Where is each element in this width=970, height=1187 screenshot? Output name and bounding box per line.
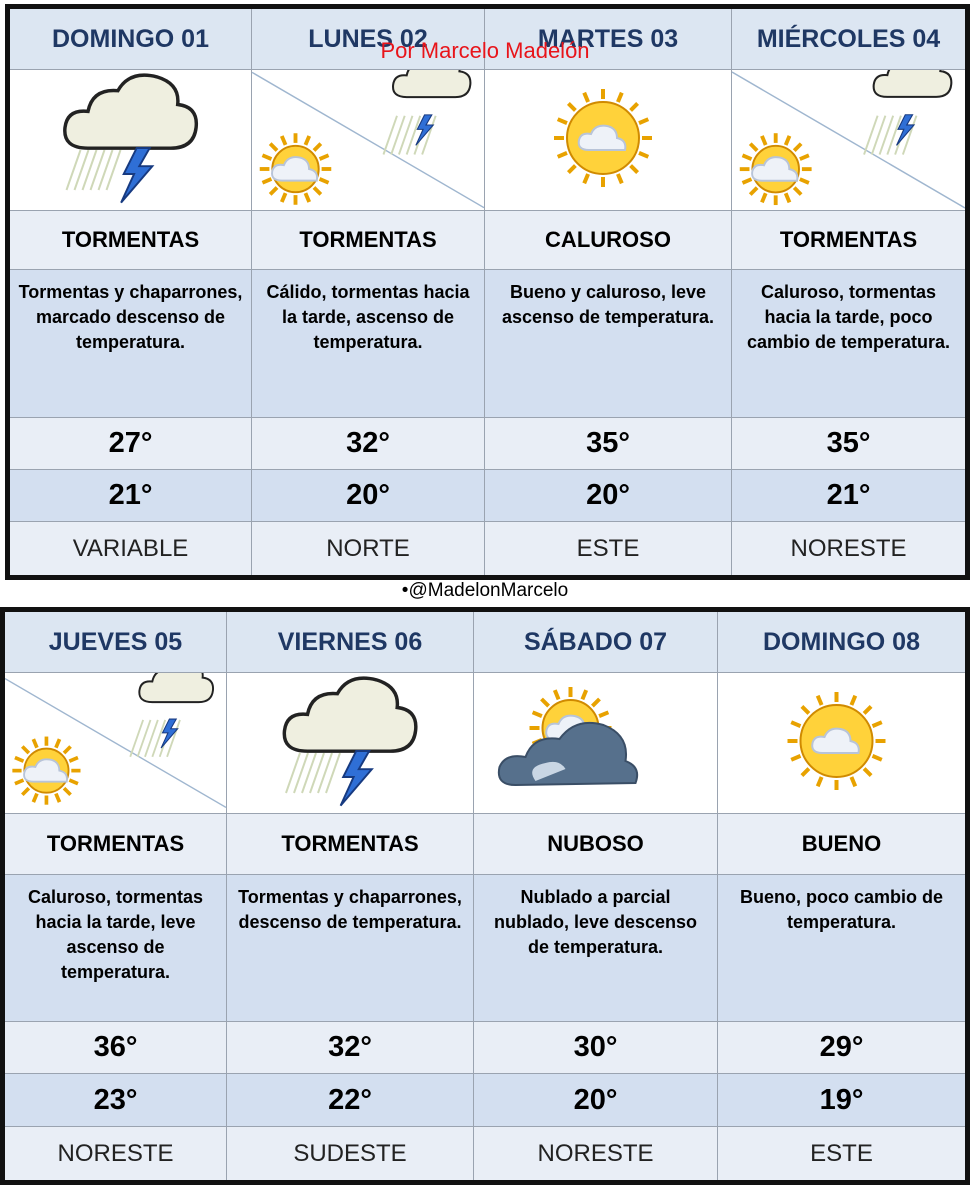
max-temperature: 29° [718, 1022, 965, 1074]
sun-cloud-icon [718, 673, 965, 813]
weather-icon-cell [227, 673, 474, 814]
max-temperature: 30° [474, 1022, 718, 1074]
weather-icon-cell [10, 70, 252, 211]
sun-then-storm-icon [5, 673, 226, 813]
min-temperature: 20° [252, 470, 485, 522]
description-text: Nublado a parcial nublado, leve descenso de temperatura. [474, 875, 718, 1022]
condition-label: TORMENTAS [5, 814, 227, 875]
cloudy-icon [474, 673, 717, 813]
day-header: LUNES 02 [252, 9, 485, 70]
min-temperature: 22° [227, 1074, 474, 1127]
day-header: JUEVES 05 [5, 612, 227, 673]
condition-label: TORMENTAS [252, 211, 485, 270]
day-header: MARTES 03 [485, 9, 732, 70]
wind-direction: ESTE [718, 1127, 965, 1180]
description-text: Tormentas y chaparrones, descenso de temperatura. [227, 875, 474, 1022]
condition-label: NUBOSO [474, 814, 718, 875]
author-credit: Por Marcelo Madelón [380, 38, 590, 63]
wind-direction: VARIABLE [10, 522, 252, 575]
wind-direction: NORESTE [5, 1127, 227, 1180]
min-temperature: 21° [10, 470, 252, 522]
condition-label: TORMENTAS [227, 814, 474, 875]
wind-direction: NORESTE [732, 522, 965, 575]
max-temperature: 35° [485, 418, 732, 470]
forecast-table-week1 [5, 4, 970, 580]
description-text: Tormentas y chaparrones, marcado descenso de temperatura. [10, 270, 252, 418]
day-header: VIERNES 06 [227, 612, 474, 673]
weather-icon-cell [732, 70, 965, 211]
day-header: DOMINGO 08 [718, 612, 965, 673]
condition-label: TORMENTAS [10, 211, 252, 270]
weather-icon-cell [718, 673, 965, 814]
description-text: Bueno, poco cambio de temperatura. [718, 875, 965, 1022]
min-temperature: 21° [732, 470, 965, 522]
max-temperature: 27° [10, 418, 252, 470]
social-handle: •@MadelonMarcelo [401, 580, 569, 601]
description-text: Cálido, tormentas hacia la tarde, ascenso de temperatura. [252, 270, 485, 418]
wind-direction: NORTE [252, 522, 485, 575]
min-temperature: 19° [718, 1074, 965, 1127]
condition-label: TORMENTAS [732, 211, 965, 270]
day-header: MIÉRCOLES 04 [732, 9, 965, 70]
day-header: DOMINGO 01 [10, 9, 252, 70]
storm-icon [10, 70, 251, 210]
max-temperature: 35° [732, 418, 965, 470]
wind-direction: NORESTE [474, 1127, 718, 1180]
sun-then-storm-icon [252, 70, 484, 210]
forecast-table-week2 [0, 607, 970, 1185]
min-temperature: 20° [474, 1074, 718, 1127]
max-temperature: 36° [5, 1022, 227, 1074]
min-temperature: 23° [5, 1074, 227, 1127]
wind-direction: ESTE [485, 522, 732, 575]
wind-direction: SUDESTE [227, 1127, 474, 1180]
max-temperature: 32° [252, 418, 485, 470]
weather-icon-cell [485, 70, 732, 211]
description-text: Caluroso, tormentas hacia la tarde, leve ascenso de temperatura. [5, 875, 227, 1022]
sun-cloud-icon [485, 70, 731, 210]
forecast-grid-week2 [5, 612, 965, 1180]
min-temperature: 20° [485, 470, 732, 522]
weather-icon-cell [5, 673, 227, 814]
forecast-grid-week1 [10, 9, 965, 575]
weather-icon-cell [252, 70, 485, 211]
day-header: SÁBADO 07 [474, 612, 718, 673]
storm-icon [227, 673, 473, 813]
description-text: Bueno y caluroso, leve ascenso de temperatura. [485, 270, 732, 418]
weather-icon-cell [474, 673, 718, 814]
description-text: Caluroso, tormentas hacia la tarde, poco cambio de temperatura. [732, 270, 965, 418]
sun-then-storm-icon [732, 70, 965, 210]
condition-label: CALUROSO [485, 211, 732, 270]
condition-label: BUENO [718, 814, 965, 875]
max-temperature: 32° [227, 1022, 474, 1074]
